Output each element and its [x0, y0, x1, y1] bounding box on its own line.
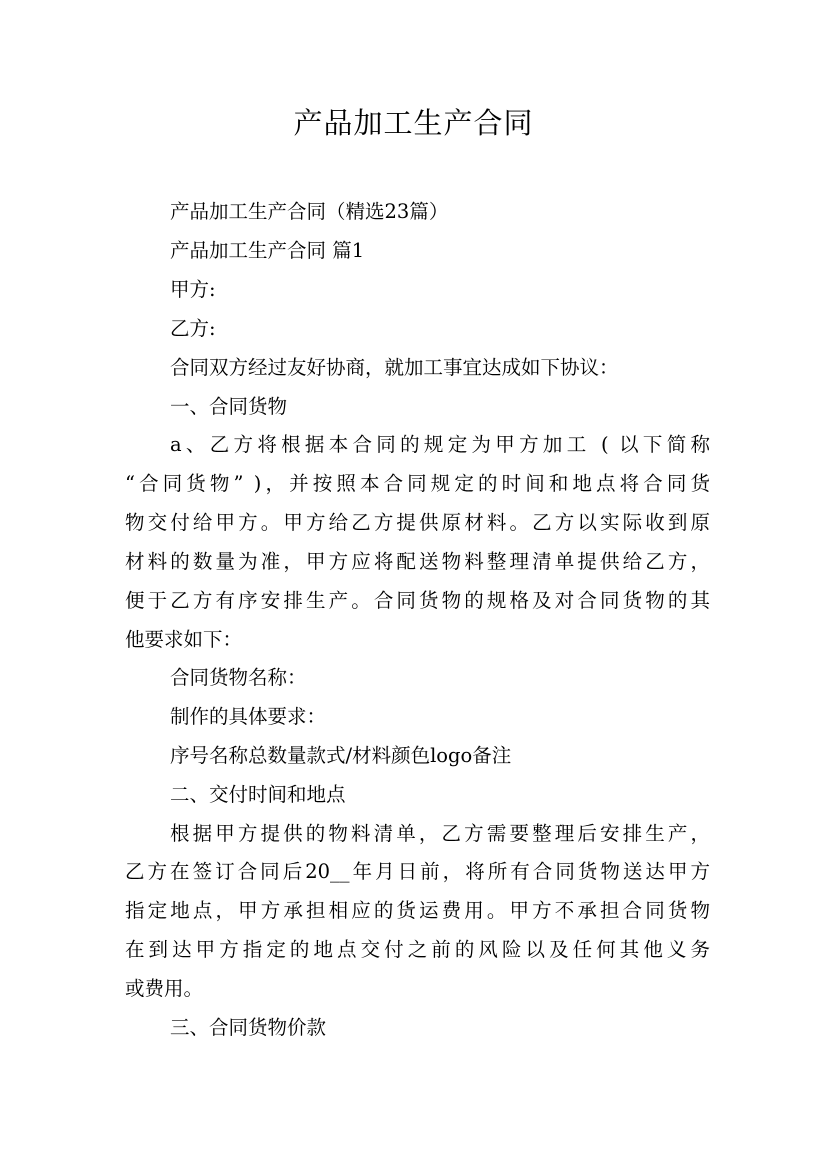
table-header-line: 序号名称总数量款式/材料颜色logo备注: [170, 744, 512, 767]
requirements-label: 制作的具体要求：: [170, 705, 327, 728]
paragraph-line: 材料的数量为准，甲方应将配送物料整理清单提供给乙方，: [125, 550, 710, 573]
paragraph-line: 根据甲方提供的物料清单，乙方需要整理后安排生产，: [170, 822, 710, 845]
clause-heading-1: 一、合同货物: [170, 395, 288, 418]
clause-heading-2: 二、交付时间和地点: [170, 783, 346, 806]
paragraph-line: a、乙方将根据本合同的规定为甲方加工 ( 以下简称: [170, 433, 710, 456]
party-b-label: 乙方:: [170, 317, 216, 340]
paragraph-line: 便于乙方有序安排生产。合同货物的规格及对合同货物的其: [125, 589, 710, 612]
paragraph-line: 在到达甲方指定的地点交付之前的风险以及任何其他义务: [125, 938, 710, 961]
paragraph-line: “合同货物” )，并按照本合同规定的时间和地点将合同货: [125, 472, 710, 495]
paragraph-line: 或费用。: [125, 977, 204, 1000]
goods-name-label: 合同货物名称：: [170, 666, 307, 689]
document-title: 产品加工生产合同: [293, 106, 534, 140]
section-heading-part1: 产品加工生产合同 篇1: [170, 239, 365, 262]
paragraph-line: 他要求如下：: [125, 628, 243, 651]
clause-heading-3: 三、合同货物价款: [170, 1016, 327, 1039]
paragraph-line: 物交付给甲方。甲方给乙方提供原材料。乙方以实际收到原: [125, 511, 710, 534]
doc-subtitle: 产品加工生产合同（精选23篇）: [170, 200, 449, 223]
paragraph-line: 乙方在签订合同后20__年月日前，将所有合同货物送达甲方: [125, 860, 710, 883]
paragraph-line: 指定地点，甲方承担相应的货运费用。甲方不承担合同货物: [125, 899, 710, 922]
agreement-intro: 合同双方经过友好协商，就加工事宜达成如下协议：: [170, 356, 619, 379]
party-a-label: 甲方:: [170, 278, 216, 301]
